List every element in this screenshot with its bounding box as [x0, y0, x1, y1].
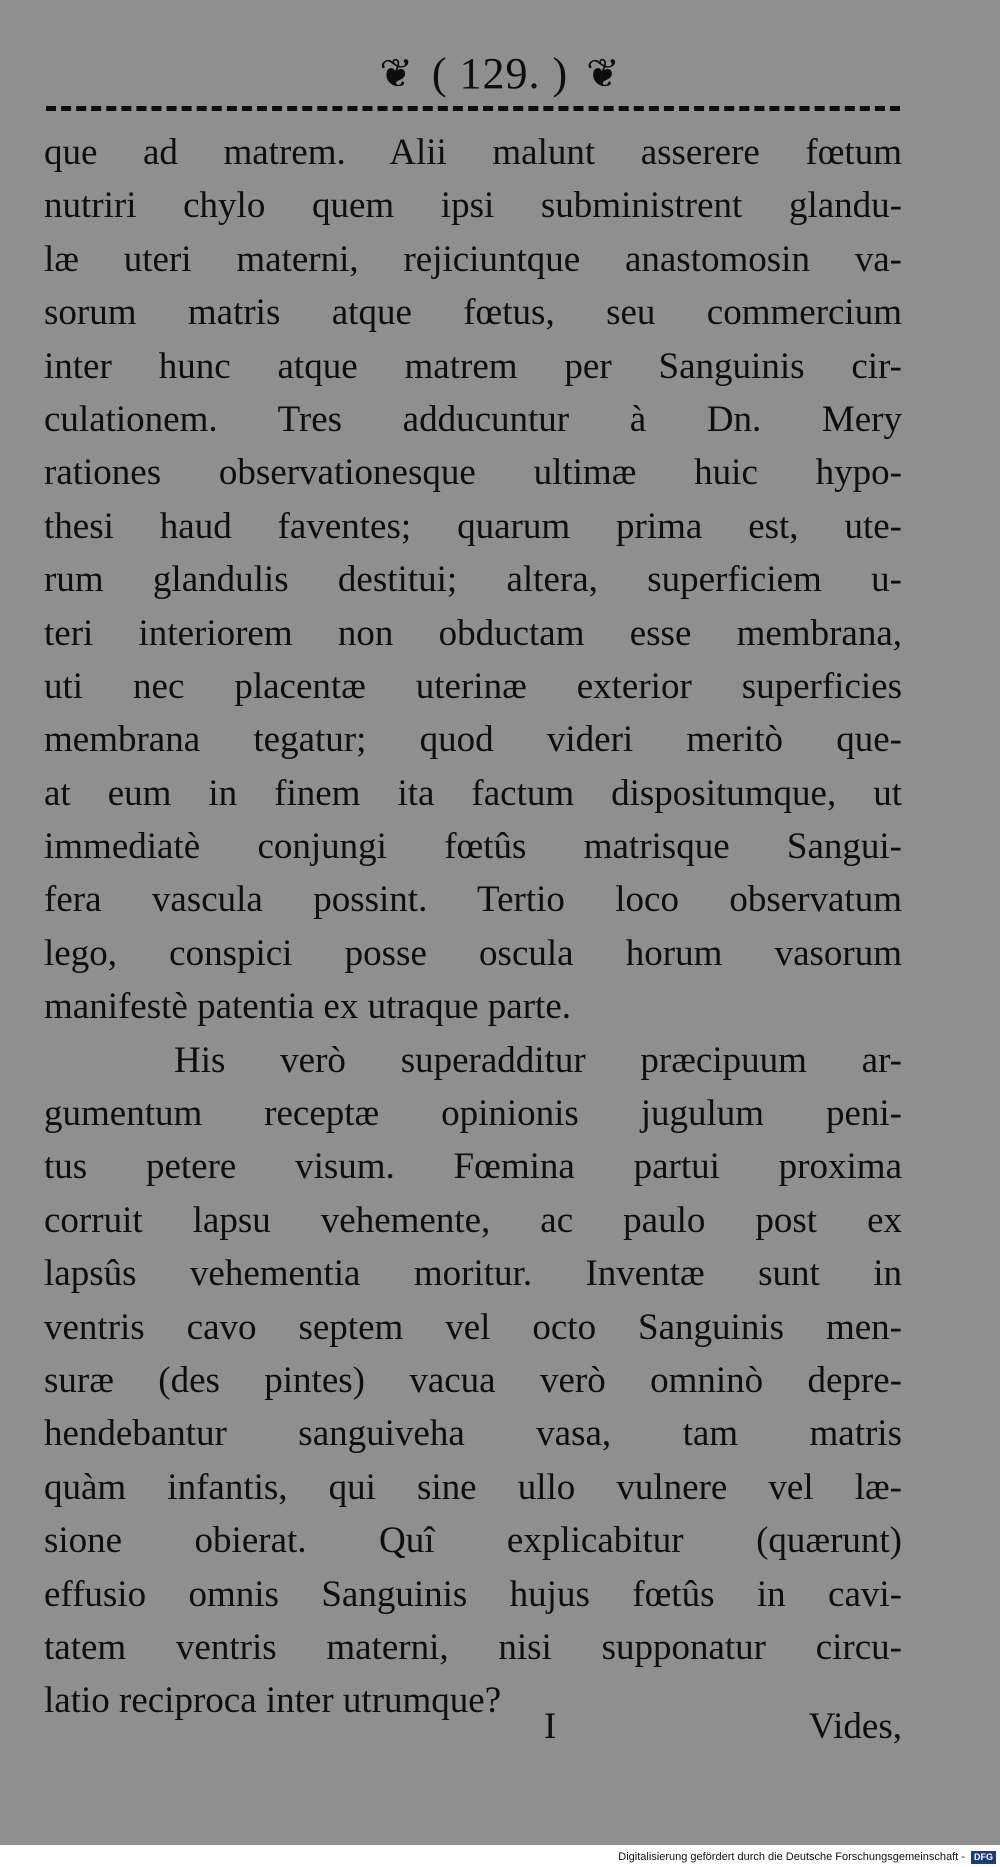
text-line: at eum in finem ita factum dispositumque, ut	[44, 772, 902, 814]
text-line: gumentum receptæ opinionis jugulum peni-	[44, 1093, 902, 1135]
page-number: ( 129. )	[431, 48, 569, 98]
text-line: fera vascula possint. Tertio loco observatum	[44, 879, 902, 921]
text-line: sione obierat. Quî explicabitur (quærunt)	[44, 1520, 902, 1562]
text-line: tus petere visum. Fœmina partui proxima	[44, 1146, 902, 1188]
body-text	[44, 126, 902, 1728]
text-line: tatem ventris materni, nisi supponatur circu-	[44, 1626, 902, 1668]
text-line: que ad matrem. Alii malunt asserere fœtum	[44, 132, 902, 173]
text-line: His verò superadditur præcipuum ar-	[174, 1039, 902, 1081]
text-line: læ uteri materni, rejiciuntque anastomosin va-	[44, 238, 902, 280]
text-line: lapsûs vehementia moritur. Inventæ sunt in	[44, 1253, 902, 1295]
text-line: nutriri chylo quem ipsi subministrent glandu-	[44, 185, 902, 227]
text-line: uti nec placentæ uterinæ exterior superficies	[44, 665, 902, 707]
signature-mark: I	[544, 1706, 557, 1747]
text-line: effusio omnis Sanguinis hujus fœtûs in cavi-	[44, 1573, 902, 1615]
text-line: membrana tegatur; quod videri meritò que-	[44, 719, 902, 761]
text-line: immediatè conjungi fœtûs matrisque Sangui-	[44, 826, 902, 868]
text-line: culationem. Tres adducuntur à Dn. Mery	[44, 398, 902, 440]
text-line: lego, conspici posse oscula horum vasorum	[44, 932, 902, 974]
text-line: latio reciproca inter utrumque?	[44, 1680, 502, 1722]
text-line: inter hunc atque matrem per Sanguinis cir-	[44, 345, 902, 387]
page-header	[0, 40, 1000, 104]
text-line: teri interiorem non obductam esse membrana,	[44, 612, 902, 654]
text-line: sorum matris atque fœtus, seu commercium	[44, 292, 902, 334]
text-line: manifestè patentia ex utraque parte.	[44, 986, 571, 1028]
text-line: hendebantur sanguiveha vasa, tam matris	[44, 1413, 902, 1455]
header-rule	[46, 106, 900, 111]
dfg-logo: DFG	[971, 1851, 996, 1864]
text-line: rum glandulis destitui; altera, superficiem u-	[44, 559, 902, 601]
catchword: Vides,	[808, 1706, 902, 1747]
text-line: quàm infantis, qui sine ullo vulnere vel læ-	[44, 1466, 902, 1508]
text-line: ventris cavo septem vel octo Sanguinis men-	[44, 1306, 902, 1348]
catchline	[44, 1700, 902, 1754]
credit-text: Digitalisierung gefördert durch die Deutsche Forschungsgemeinschaft -	[618, 1851, 965, 1863]
text-line: corruit lapsu vehemente, ac paulo post ex	[44, 1199, 902, 1241]
digitization-credit	[618, 1849, 996, 1865]
ornament-left-icon: ❦	[379, 50, 414, 96]
ornament-right-icon: ❦	[586, 50, 621, 96]
text-line: rationes observationesque ultimæ huic hypo-	[44, 452, 902, 494]
text-line: thesi haud faventes; quarum prima est, ute-	[44, 505, 902, 547]
text-line: suræ (des pintes) vacua verò omninò depre-	[44, 1359, 902, 1401]
